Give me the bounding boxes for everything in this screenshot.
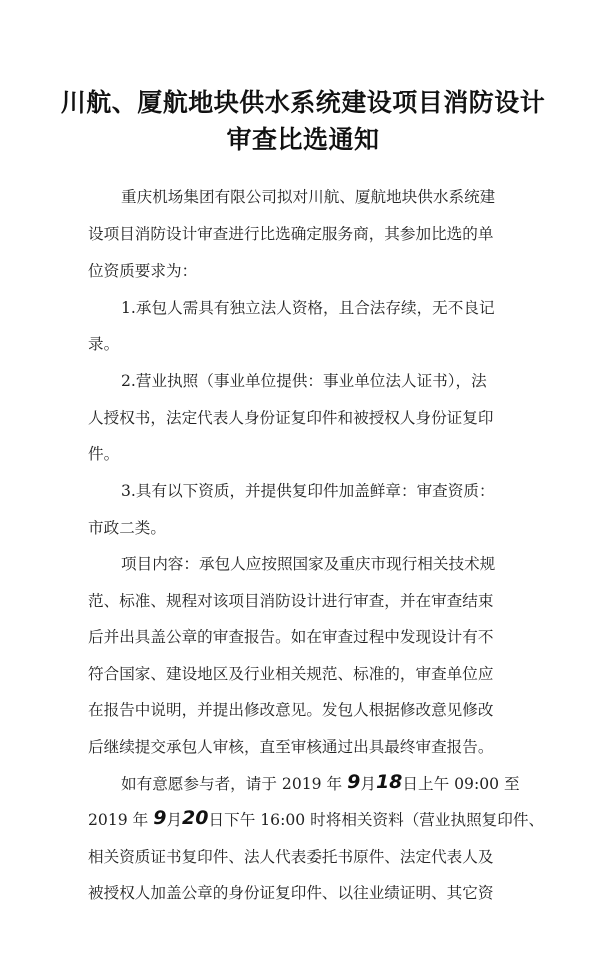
handwritten-month-end: 9: [153, 807, 167, 829]
requirement-3-line-2: 市政二类。: [88, 519, 166, 537]
intro-line-2: 设项目消防设计审查进行比选确定服务商，其参加比选的单: [88, 225, 494, 243]
intro-line-1: 重庆机场集团有限公司拟对川航、厦航地块供水系统建: [121, 188, 496, 206]
content-line-5: 在报告中说明，并提出修改意见。发包人根据修改意见修改: [88, 701, 494, 719]
content-line-3: 后并出具盖公章的审查报告。如在审查过程中发现设计有不: [88, 628, 494, 646]
apply-line-2-text-a: 2019 年: [88, 811, 154, 829]
apply-line-1-text-b: 月: [360, 775, 376, 793]
document-title-line1: 川航、厦航地块供水系统建设项目消防设计: [60, 88, 546, 117]
requirement-3-line-1: 3.具有以下资质，并提供复印件加盖鲜章：审查资质：: [121, 482, 495, 500]
apply-line-4: 被授权人加盖公章的身份证复印件、以往业绩证明、其它资: [88, 884, 494, 902]
content-line-6: 后继续提交承包人审核，直至审核通过出具最终审查报告。: [88, 738, 494, 756]
document-title-line2: 审查比选通知: [226, 125, 380, 154]
requirement-1-line-2: 录。: [88, 335, 120, 353]
handwritten-day-end: 20: [182, 807, 209, 829]
intro-line-3: 位资质要求为：: [88, 262, 198, 280]
requirement-2-line-1: 2.营业执照（事业单位提供：事业单位法人证书），法: [121, 372, 487, 390]
apply-line-1: [121, 772, 520, 794]
handwritten-day-start: 18: [375, 771, 403, 793]
apply-line-2-text-c: 日下午 16:00 时将相关资料（营业执照复印件、: [208, 811, 545, 829]
apply-line-2-text-b: 月: [166, 811, 183, 829]
apply-line-2: [88, 808, 544, 830]
requirement-2-line-2: 人授权书，法定代表人身份证复印件和被授权人身份证复印: [88, 409, 494, 427]
handwritten-month-start: 9: [347, 771, 361, 793]
apply-line-1-text-c: 日上午 09:00 至: [402, 775, 520, 793]
apply-line-1-text-a: 如有意愿参与者，请于 2019 年: [121, 775, 348, 793]
requirement-1-line-1: 1.承包人需具有独立法人资格，且合法存续，无不良记: [121, 299, 495, 317]
apply-line-3: 相关资质证书复印件、法人代表委托书原件、法定代表人及: [88, 848, 494, 866]
content-line-1: 项目内容：承包人应按照国家及重庆市现行相关技术规: [121, 555, 496, 573]
content-line-2: 范、标准、规程对该项目消防设计进行审查，并在审查结束: [88, 592, 494, 610]
content-line-4: 符合国家、建设地区及行业相关规范、标准的，审查单位应: [88, 665, 494, 683]
requirement-2-line-3: 件。: [88, 445, 120, 463]
